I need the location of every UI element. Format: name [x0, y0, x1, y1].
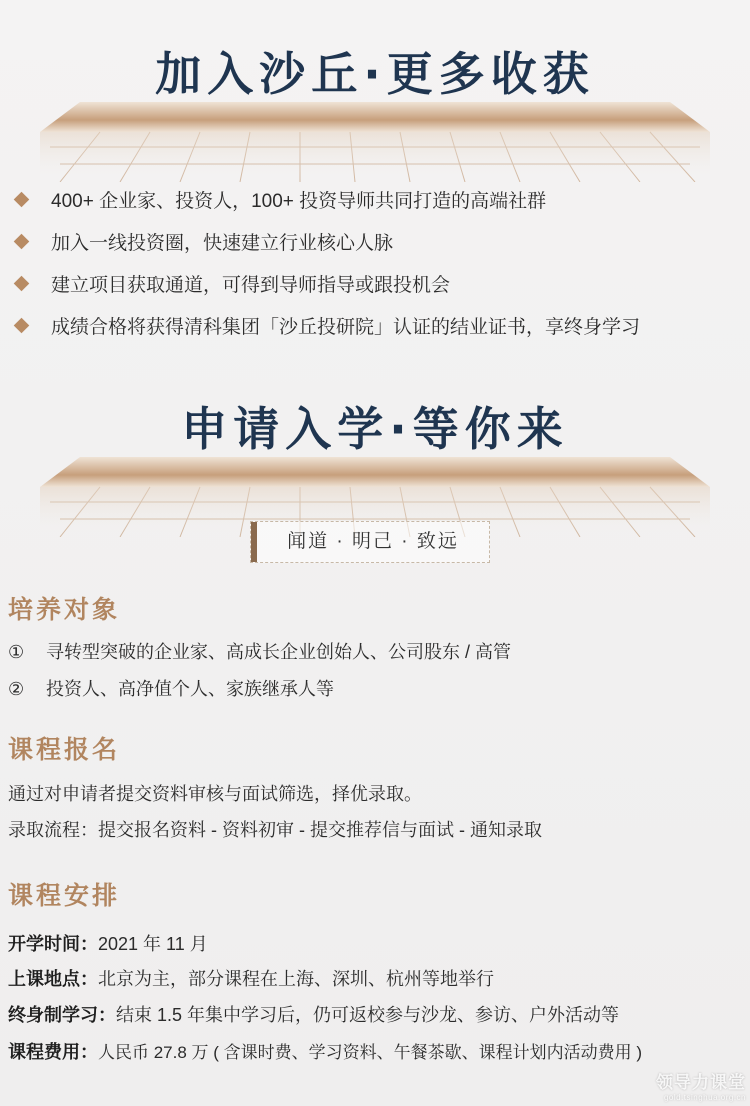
hero-title: 申请入学·等你来	[181, 402, 569, 456]
diamond-bullet-icon	[14, 275, 30, 291]
hero-banner-join	[0, 30, 750, 140]
perspective-grid-decoration	[40, 92, 710, 182]
schedule-row-fee: 课程费用：人民币 27.8 万 ( 含课时费、学习资料、午餐茶歇、课程计划内活动费用 )	[8, 1042, 643, 1062]
section-title-enroll: 课程报名	[8, 736, 121, 764]
list-item: 建立项目获取通道，可得到导师指导或跟投机会	[0, 262, 750, 304]
list-item: 成绩合格将获得清科集团「沙丘投研院」认证的结业证书，享终身学习	[0, 304, 750, 346]
section-title-schedule: 课程安排	[8, 882, 121, 910]
schedule-row-start: 开学时间：2021 年 11 月	[8, 934, 208, 954]
hero-title: 加入沙丘·更多收获	[155, 47, 595, 101]
list-item: 400+ 企业家、投资人，100+ 投资导师共同打造的高端社群	[0, 178, 750, 220]
enroll-description: 通过对申请者提交资料审核与面试筛选，择优录取。	[8, 784, 422, 804]
list-item: ② 投资人、高净值个人、家族继承人等	[8, 679, 334, 699]
schedule-row-location: 上课地点：北京为主，部分课程在上海、深圳、杭州等地举行	[8, 969, 494, 989]
motto-text: 闻道 · 明己 · 致远	[287, 531, 459, 552]
motto-box	[250, 521, 490, 563]
benefit-list	[0, 178, 750, 346]
watermark: 领导力课堂 gold.tsinghua.org.cn	[656, 1073, 746, 1102]
hero-banner-apply	[0, 385, 750, 495]
list-item: 加入一线投资圈，快速建立行业核心人脉	[0, 220, 750, 262]
enroll-process: 录取流程：提交报名资料 - 资料初审 - 提交推荐信与面试 - 通知录取	[8, 820, 542, 840]
diamond-bullet-icon	[14, 191, 30, 207]
schedule-row-lifelong: 终身制学习：结束 1.5 年集中学习后，仍可返校参与沙龙、参访、户外活动等	[8, 1005, 620, 1025]
diamond-bullet-icon	[14, 233, 30, 249]
list-item: ① 寻转型突破的企业家、高成长企业创始人、公司股东 / 高管	[8, 642, 512, 662]
section-title-audience: 培养对象	[8, 596, 121, 624]
diamond-bullet-icon	[14, 317, 30, 333]
